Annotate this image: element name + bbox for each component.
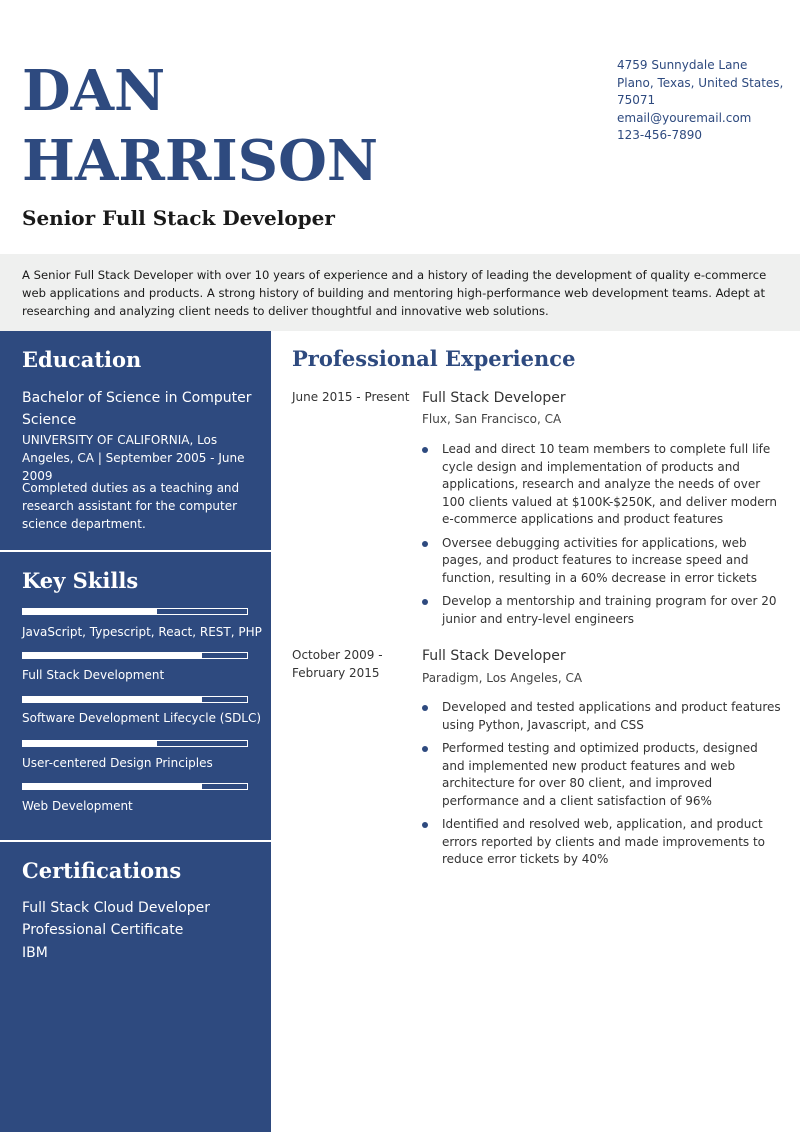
- list-item: [422, 593, 782, 628]
- skill-label: User-centered Design Principles: [22, 756, 213, 770]
- contact-info: [617, 57, 787, 145]
- education-degree: Bachelor of Science in Computer Science: [22, 390, 252, 428]
- bullet-icon: [422, 599, 428, 605]
- certification-line: Professional Certificate: [22, 922, 184, 938]
- phone[interactable]: 123-456-7890: [617, 128, 703, 142]
- address-line-1: 4759 Sunnydale Lane: [617, 58, 748, 72]
- bullet-icon: [422, 541, 428, 547]
- skill-label: Web Development: [22, 799, 133, 813]
- section-divider: [0, 550, 271, 552]
- bullet-text: Lead and direct 10 team members to complete full life cycle design and implementation of products and applications, research and analyze the needs of over 100 clients valued at $100K-$250K, and deliver modern e-commerce applications and product features: [442, 442, 777, 526]
- job-title: Senior Full Stack Developer: [22, 206, 335, 230]
- job-role: Full Stack Developer: [422, 648, 566, 664]
- skills-heading: Key Skills: [22, 568, 139, 593]
- skill-bar-fill: [23, 609, 157, 614]
- job-role: Full Stack Developer: [422, 390, 566, 406]
- skill-bar: [22, 783, 248, 790]
- candidate-name: [22, 56, 378, 196]
- skill-bar-fill: [23, 653, 202, 658]
- bullet-text: Identified and resolved web, application, and product errors reported by clients and made improvements to reduce error tickets by 40%: [442, 817, 766, 866]
- skill-bar: [22, 652, 248, 659]
- skill-bar: [22, 740, 248, 747]
- first-name: DAN: [22, 58, 166, 124]
- bullet-text: Oversee debugging activities for applications, web pages, and product features to increase speed and function, resulting in a 60% decrease in error tickets: [442, 535, 757, 585]
- bullet-text: Develop a mentorship and training program for over 20 junior and entry-level engineers: [442, 594, 777, 626]
- education-description: Completed duties as a teaching and research assistant for the computer science department.: [22, 481, 240, 531]
- education-school: UNIVERSITY OF CALIFORNIA, Los Angeles, CA | September 2005 - June 2009: [22, 433, 245, 483]
- list-item: [422, 740, 782, 810]
- last-name: HARRISON: [22, 128, 379, 194]
- certifications-heading: Certifications: [22, 858, 182, 883]
- summary-text: A Senior Full Stack Developer with over 10 years of experience and a history of leading the development of quality e-commerce web applications and products. A strong history of building and mentoring high-performance web development teams. Adept at researching and analyzing client needs to deliver thoughtful and innovative web solutions.: [22, 268, 767, 318]
- list-item: [422, 699, 782, 734]
- job-bullets: [422, 699, 782, 875]
- bullet-text: Developed and tested applications and product features using Python, Javascript, and CSS: [442, 700, 781, 732]
- job-bullets: [422, 441, 782, 634]
- email[interactable]: email@youremail.com: [617, 110, 752, 125]
- sidebar: [0, 331, 271, 1132]
- section-divider: [0, 840, 271, 842]
- address-line-2: Plano, Texas, United States,: [617, 75, 784, 90]
- list-item: [422, 535, 782, 588]
- bullet-icon: [422, 746, 428, 752]
- skill-label: Full Stack Development: [22, 668, 165, 682]
- job-company: Paradigm, Los Angeles, CA: [422, 671, 583, 685]
- skill-label: JavaScript, Typescript, React, REST, PHP: [22, 625, 262, 639]
- certification-issuer: IBM: [22, 945, 48, 961]
- skill-bar-fill: [23, 741, 157, 746]
- bullet-icon: [422, 447, 428, 453]
- education-heading: Education: [22, 347, 142, 372]
- bullet-icon: [422, 705, 428, 711]
- address-line-3: 75071: [617, 93, 656, 107]
- skill-bar-fill: [23, 784, 202, 789]
- experience-heading: Professional Experience: [292, 346, 576, 371]
- skill-bar-fill: [23, 697, 202, 702]
- list-item: [422, 816, 782, 869]
- summary-section: [0, 254, 800, 331]
- skill-label: Software Development Lifecycle (SDLC): [22, 711, 262, 725]
- job-date: June 2015 - Present: [292, 390, 410, 404]
- bullet-icon: [422, 822, 428, 828]
- list-item: [422, 441, 782, 529]
- job-company: Flux, San Francisco, CA: [422, 412, 562, 426]
- skill-bar: [22, 608, 248, 615]
- bullet-text: Performed testing and optimized products, designed and implemented new product features and web architecture for over 80 client, and improved performance and a client satisfaction of 96%: [442, 741, 758, 808]
- skill-bar: [22, 696, 248, 703]
- job-date: October 2009 - February 2015: [292, 648, 383, 680]
- certification-line: Full Stack Cloud Developer: [22, 900, 211, 916]
